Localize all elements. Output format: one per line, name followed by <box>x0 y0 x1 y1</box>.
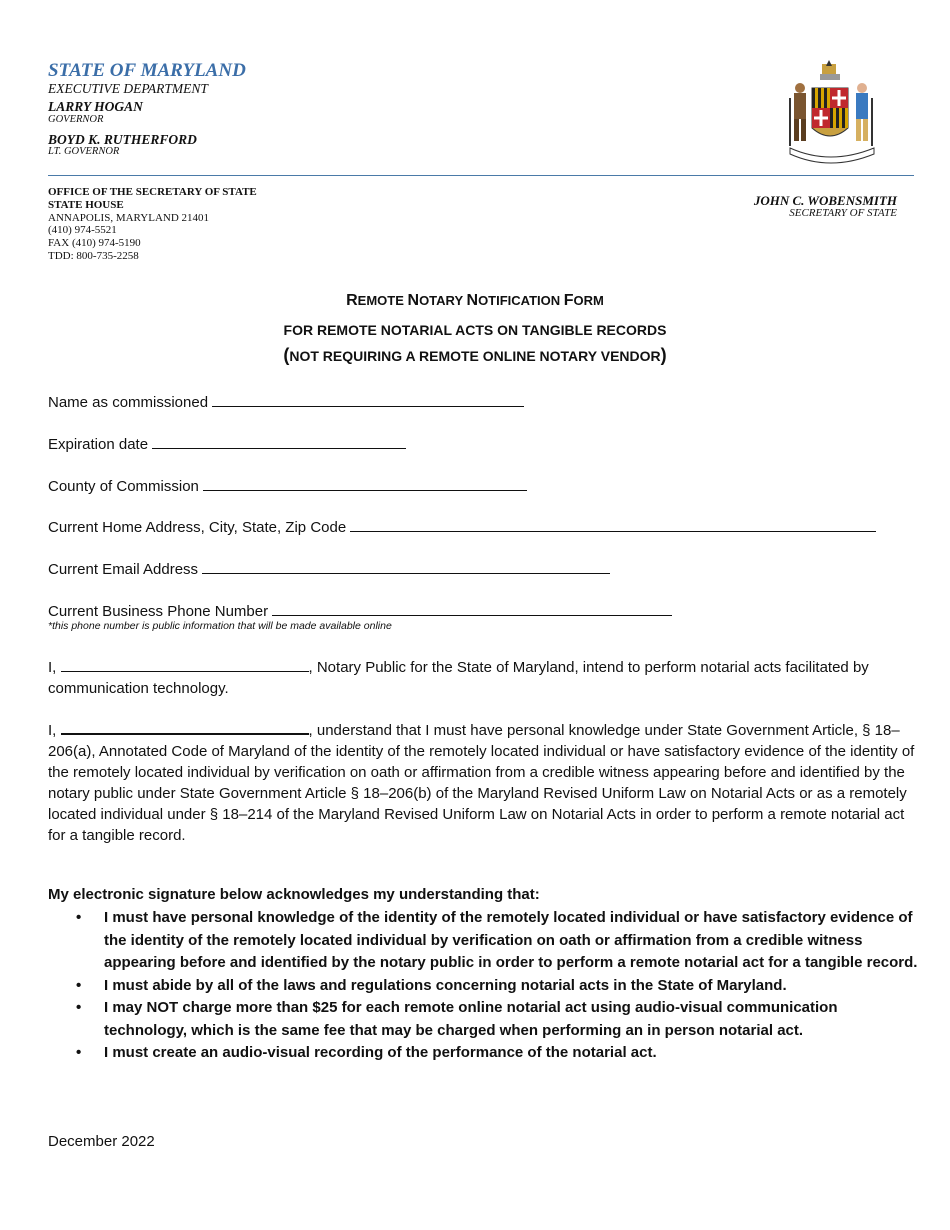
acknowledgement-list <box>48 907 918 1065</box>
name-input-line[interactable] <box>212 392 524 407</box>
phone-note: *this phone number is public information that will be made available online <box>48 620 392 632</box>
county-input-line[interactable] <box>203 476 527 491</box>
phone-input-line[interactable] <box>272 601 672 616</box>
understand-text: , understand that I must have personal knowledge under State Government Article, § 18–206(a), Annotated Code of Maryland of the identity of the remotely located individual or have satisfactory evidence of the identity of the remotely located individual by verification on oath or affirmation from a credible witness appearing before and identified by the notary public under State Government Article § 18–206(b) of the Maryland Revised Uniform Law on Notarial Acts or as a remotely located individual under § 18–214 of the Maryland Revised Uniform Law on Notarial Acts in order to perform a remote notarial act for a tangible record. <box>48 722 915 844</box>
office-address-block <box>48 186 257 263</box>
name-field <box>48 392 524 411</box>
acknowledgement-heading: My electronic signature below acknowledges my understanding that: <box>48 886 540 903</box>
expiration-label: Expiration date <box>48 436 149 453</box>
lt-governor-name: BOYD K. RUTHERFORD <box>48 132 197 147</box>
home-address-label: Current Home Address, City, State, Zip Code <box>48 519 347 536</box>
county-field <box>48 476 527 495</box>
state-title: STATE OF MARYLAND <box>48 60 246 81</box>
bullet-icon: • <box>76 976 82 994</box>
governor-name: LARRY HOGAN <box>48 99 143 114</box>
email-label: Current Email Address <box>48 561 199 578</box>
intent-prefix: I, <box>48 659 57 676</box>
list-item: • I must have personal knowledge of the identity of the remotely located individual or have satisfactory evidence of the identity of the remotely located individual by verification on oath or affirmation from a credible witness appearing before and identified by the notary public in order to perform a remote notarial act for a tangible record. <box>76 909 918 971</box>
maryland-seal-icon <box>782 58 882 166</box>
form-title: REMOTE NOTARY NOTIFICATION FORM <box>346 292 604 309</box>
understand-name-blank[interactable] <box>61 719 309 735</box>
expiration-field <box>48 434 406 453</box>
bullet-icon: • <box>76 909 82 926</box>
phone-field <box>48 601 672 620</box>
email-field <box>48 559 610 578</box>
county-label: County of Commission <box>48 478 199 495</box>
intent-text: , Notary Public for the State of Maryland, intend to perform notarial acts facilitated by communication technology. <box>48 659 869 697</box>
bullet-icon: • <box>76 1044 82 1061</box>
intent-name-blank[interactable] <box>61 657 309 672</box>
bullet-icon: • <box>76 999 82 1016</box>
list-item: • I may NOT charge more than $25 for each remote online notarial act using audio-visual communication technology, which is the same fee that may be charged when performing an in person notarial act. <box>76 999 838 1039</box>
office-line2: STATE HOUSE <box>48 198 124 211</box>
lt-governor-title: LT. GOVERNOR <box>48 146 120 157</box>
list-item: • I must abide by all of the laws and regulations concerning notarial acts in the State of Maryland. <box>48 975 918 998</box>
home-address-input-line[interactable] <box>350 517 876 532</box>
secretary-name: JOHN C. WOBENSMITH <box>753 193 897 208</box>
office-address: ANNAPOLIS, MARYLAND 21401 <box>48 211 210 224</box>
header-divider <box>48 175 914 176</box>
email-input-line[interactable] <box>202 559 610 574</box>
office-fax: FAX (410) 974-5190 <box>48 237 141 250</box>
understand-prefix: I, <box>48 722 57 739</box>
home-address-field <box>48 517 876 536</box>
office-phone: (410) 974-5521 <box>48 224 117 237</box>
expiration-input-line[interactable] <box>152 434 406 449</box>
governor-title: GOVERNOR <box>48 114 104 125</box>
list-item: • I must create an audio-visual recording of the performance of the notarial act. <box>48 1042 918 1065</box>
name-label: Name as commissioned <box>48 394 209 411</box>
office-tdd: TDD: 800-735-2258 <box>48 249 139 262</box>
department-name: EXECUTIVE DEPARTMENT <box>48 81 208 96</box>
form-subtitle-2: (NOT REQUIRING A REMOTE ONLINE NOTARY VENDOR) <box>283 345 667 365</box>
footer-date: December 2022 <box>48 1133 155 1150</box>
office-line1: OFFICE OF THE SECRETARY OF STATE <box>48 186 257 198</box>
form-subtitle-1: FOR REMOTE NOTARIAL ACTS ON TANGIBLE RECORDS <box>283 322 667 338</box>
phone-label: Current Business Phone Number <box>48 603 269 620</box>
understanding-paragraph <box>48 719 916 846</box>
intent-paragraph <box>48 657 916 699</box>
secretary-title: SECRETARY OF STATE <box>789 207 897 219</box>
